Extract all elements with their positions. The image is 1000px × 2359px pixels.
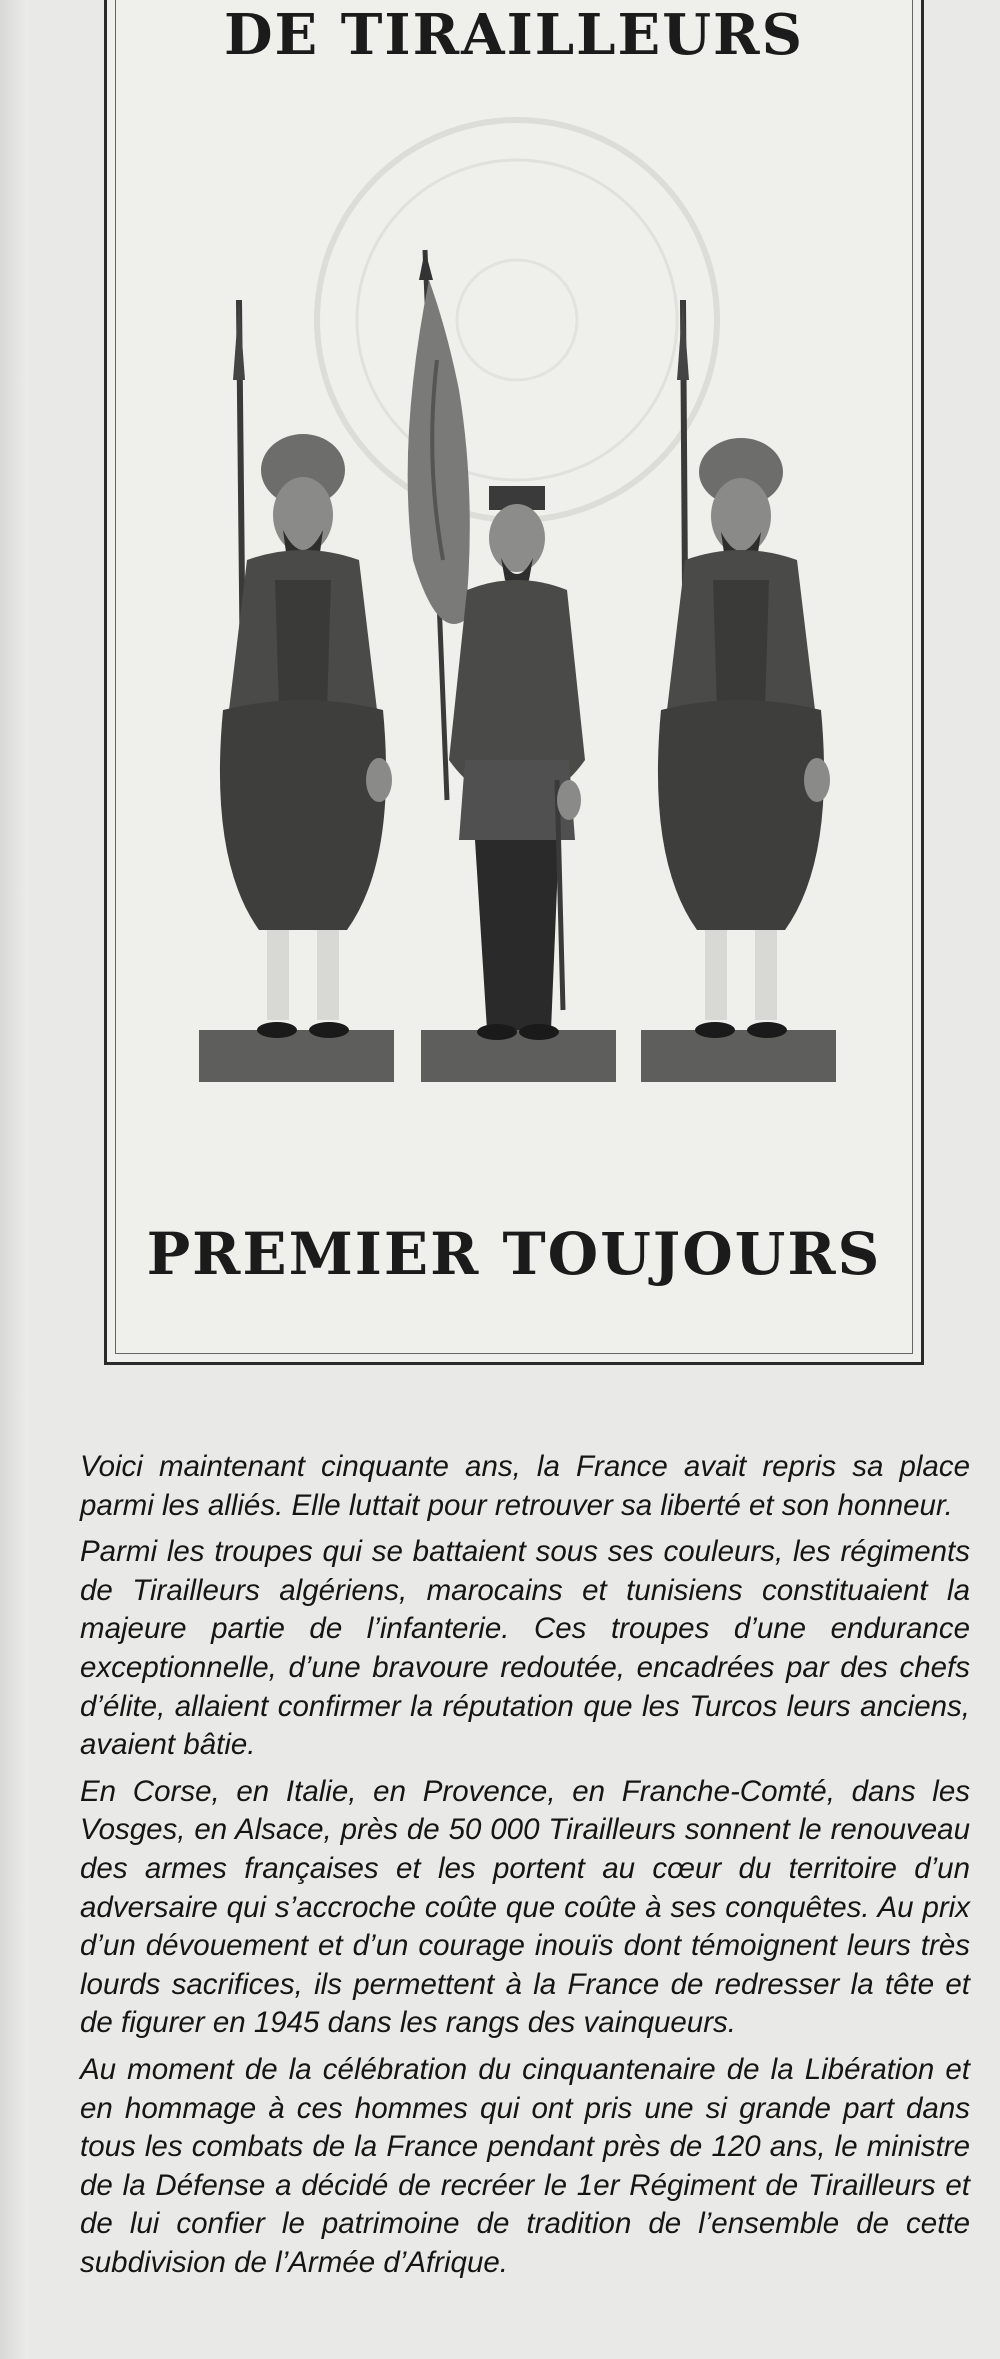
article-paragraph-4: Au moment de la célébration du cinquantenaire de la Libération et en hommage à ces hommes qui ont pris une si grande part dans tous les combats de la France pendant près de 120 ans, le ministre de la Défense a décidé de recréer le 1er Régiment de Tirailleurs et de lui confier le patrimoine de tradition de l’ensemble de cette subdivision de l’Armée d’Afrique. [80, 2052, 970, 2279]
base-left [199, 1030, 394, 1082]
tirailleur-left [220, 300, 392, 1038]
scan-edge [0, 0, 28, 2359]
article-paragraph-2: Parmi les troupes qui se battaient sous ses couleurs, les régiments de Tirailleurs algériens, marocains et tunisiens constituaient la majeure partie de l’infanterie. Ces troupes d’une endurance exceptionnelle, d’une bravoure redoutée, encadrées par des chefs d’élite, allaient confirmer la réputation que les Turcos leurs anciens, avaient bâtie. [80, 1535, 970, 1762]
article-paragraph-1: Voici maintenant cinquante ans, la France avait repris sa place parmi les alliés. Elle luttait pour retrouver sa liberté et son honneur. [80, 1450, 970, 1522]
article-paragraph-3: En Corse, en Italie, en Provence, en Franche-Comté, dans les Vosges, en Alsace, près de 50 000 Tirailleurs sonnent le renouveau des armes françaises et les portent au cœur du territoire d’un adversaire qui s’accroche coûte que coûte à ses conquêtes. Au prix d’un dévouement et d’un courage inouïs dont témoignent leurs très lourds sacrifices, ils permettent à la France de redresser la tête et de figurer en 1945 dans les rangs des vainqueurs. [80, 1774, 970, 2040]
poster [104, 0, 924, 1365]
article-body [80, 1448, 970, 2290]
poster-title-top: DE TIRAILLEURS [223, 2, 805, 68]
poster-title-bottom: PREMIER TOUJOURS [146, 1220, 882, 1288]
officer-with-flag [408, 250, 585, 1040]
tirailleur-right [658, 300, 830, 1038]
soldiers-illustration [197, 240, 837, 1100]
base-center [421, 1030, 616, 1082]
base-right [641, 1030, 836, 1082]
